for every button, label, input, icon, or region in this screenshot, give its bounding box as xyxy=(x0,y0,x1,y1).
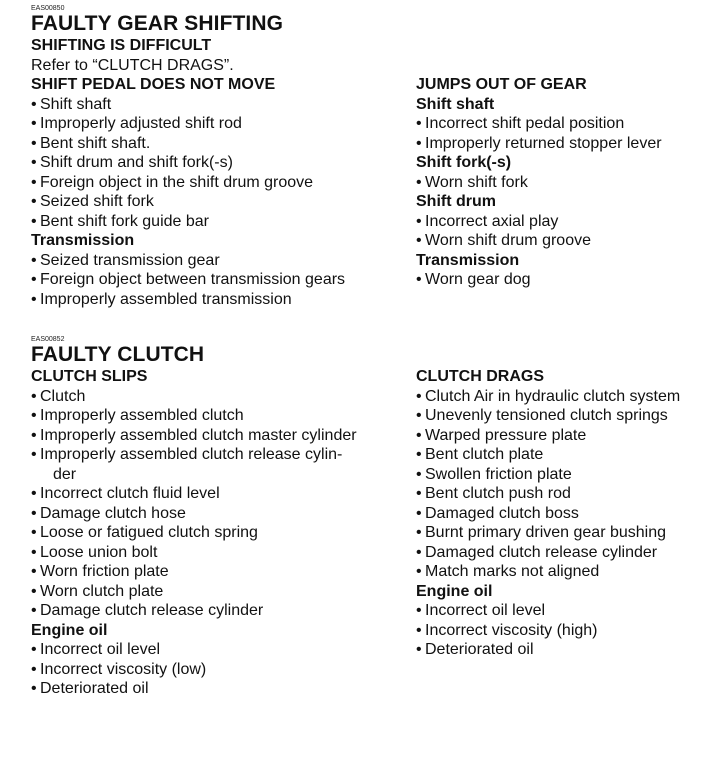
list-item: • Swollen friction plate xyxy=(416,465,725,485)
group-heading: Transmission xyxy=(416,251,520,269)
subsection-heading: SHIFTING IS DIFFICULT xyxy=(31,37,212,54)
list-item: • Damaged clutch release cylinder xyxy=(416,543,725,563)
list-item: • Seized transmission gear xyxy=(31,251,371,271)
list-item: • Improperly assembled clutch master cylinder xyxy=(31,426,371,446)
list-item: • Improperly returned stopper lever xyxy=(416,134,725,154)
list-item: • Worn shift fork xyxy=(416,173,725,193)
list-item: • Improperly assembled transmission xyxy=(31,290,371,310)
list-item: • Clutch Air in hydraulic clutch system xyxy=(416,387,725,407)
subsection-heading: SHIFT PEDAL DOES NOT MOVE xyxy=(31,76,276,93)
list-item: • Unevenly tensioned clutch springs xyxy=(416,406,725,426)
list-item: • Improperly assembled clutch xyxy=(31,406,371,426)
list-item: • Worn friction plate xyxy=(31,562,371,582)
list-item: • Worn clutch plate xyxy=(31,582,371,602)
list-item: • Foreign object between transmission gears xyxy=(31,270,371,290)
subsection-heading: JUMPS OUT OF GEAR xyxy=(416,76,587,93)
group-heading: Shift drum xyxy=(416,193,496,210)
list-item: • Loose union bolt xyxy=(31,543,371,563)
list-item: • Bent clutch push rod xyxy=(416,484,725,504)
clutch-left-column xyxy=(31,367,371,699)
gear-left-column xyxy=(31,75,371,309)
list-item-continuation: der xyxy=(53,465,77,483)
list-item: • Bent shift fork guide bar xyxy=(31,212,371,232)
clutch-right-column xyxy=(416,367,725,660)
subsection-heading: CLUTCH SLIPS xyxy=(31,368,148,385)
section-code: EAS00850 xyxy=(31,5,65,12)
gear-intro xyxy=(31,36,371,75)
list-item: • Incorrect clutch fluid level xyxy=(31,484,371,504)
list-item: • Worn shift drum groove xyxy=(416,231,725,251)
list-item: • Shift drum and shift fork(-s) xyxy=(31,153,371,173)
list-item: • Incorrect shift pedal position xyxy=(416,114,725,134)
list-item: • Bent clutch plate xyxy=(416,445,725,465)
list-item: • Incorrect oil level xyxy=(31,640,371,660)
gear-right-column xyxy=(416,75,725,290)
list-item: • Seized shift fork xyxy=(31,192,371,212)
list-item: • Incorrect axial play xyxy=(416,212,725,232)
list-item: • Incorrect viscosity (high) xyxy=(416,621,725,641)
group-heading: Engine oil xyxy=(416,582,493,600)
list-item: • Worn gear dog xyxy=(416,270,725,290)
list-item: • Improperly assembled clutch release cylin- xyxy=(31,445,371,465)
list-item: • Deteriorated oil xyxy=(31,679,371,699)
group-heading: Transmission xyxy=(31,232,135,249)
list-item: • Improperly adjusted shift rod xyxy=(31,114,371,134)
group-heading: Shift fork(-s) xyxy=(416,154,512,171)
group-heading: Shift shaft xyxy=(416,95,495,113)
list-item: • Damage clutch release cylinder xyxy=(31,601,371,621)
list-item: • Burnt primary driven gear bushing xyxy=(416,523,725,543)
list-item: • Bent shift shaft. xyxy=(31,134,371,154)
subsection-heading: CLUTCH DRAGS xyxy=(416,368,544,385)
section-title: FAULTY GEAR SHIFTING xyxy=(31,12,284,35)
list-item: • Shift shaft xyxy=(31,95,371,115)
section-title: FAULTY CLUTCH xyxy=(31,343,205,366)
list-item: • Foreign object in the shift drum groove xyxy=(31,173,371,193)
list-item: • Loose or fatigued clutch spring xyxy=(31,523,371,543)
reference-text: Refer to “CLUTCH DRAGS”. xyxy=(31,56,234,74)
list-item: • Incorrect oil level xyxy=(416,601,725,621)
list-item: • Incorrect viscosity (low) xyxy=(31,660,371,680)
list-item: • Damage clutch hose xyxy=(31,504,371,524)
list-item: • Warped pressure plate xyxy=(416,426,725,446)
group-heading: Engine oil xyxy=(31,621,108,639)
list-item: • Deteriorated oil xyxy=(416,640,725,660)
section-code: EAS00852 xyxy=(31,336,65,343)
list-item: • Clutch xyxy=(31,387,371,407)
list-item: • Match marks not aligned xyxy=(416,562,725,582)
list-item: • Damaged clutch boss xyxy=(416,504,725,524)
